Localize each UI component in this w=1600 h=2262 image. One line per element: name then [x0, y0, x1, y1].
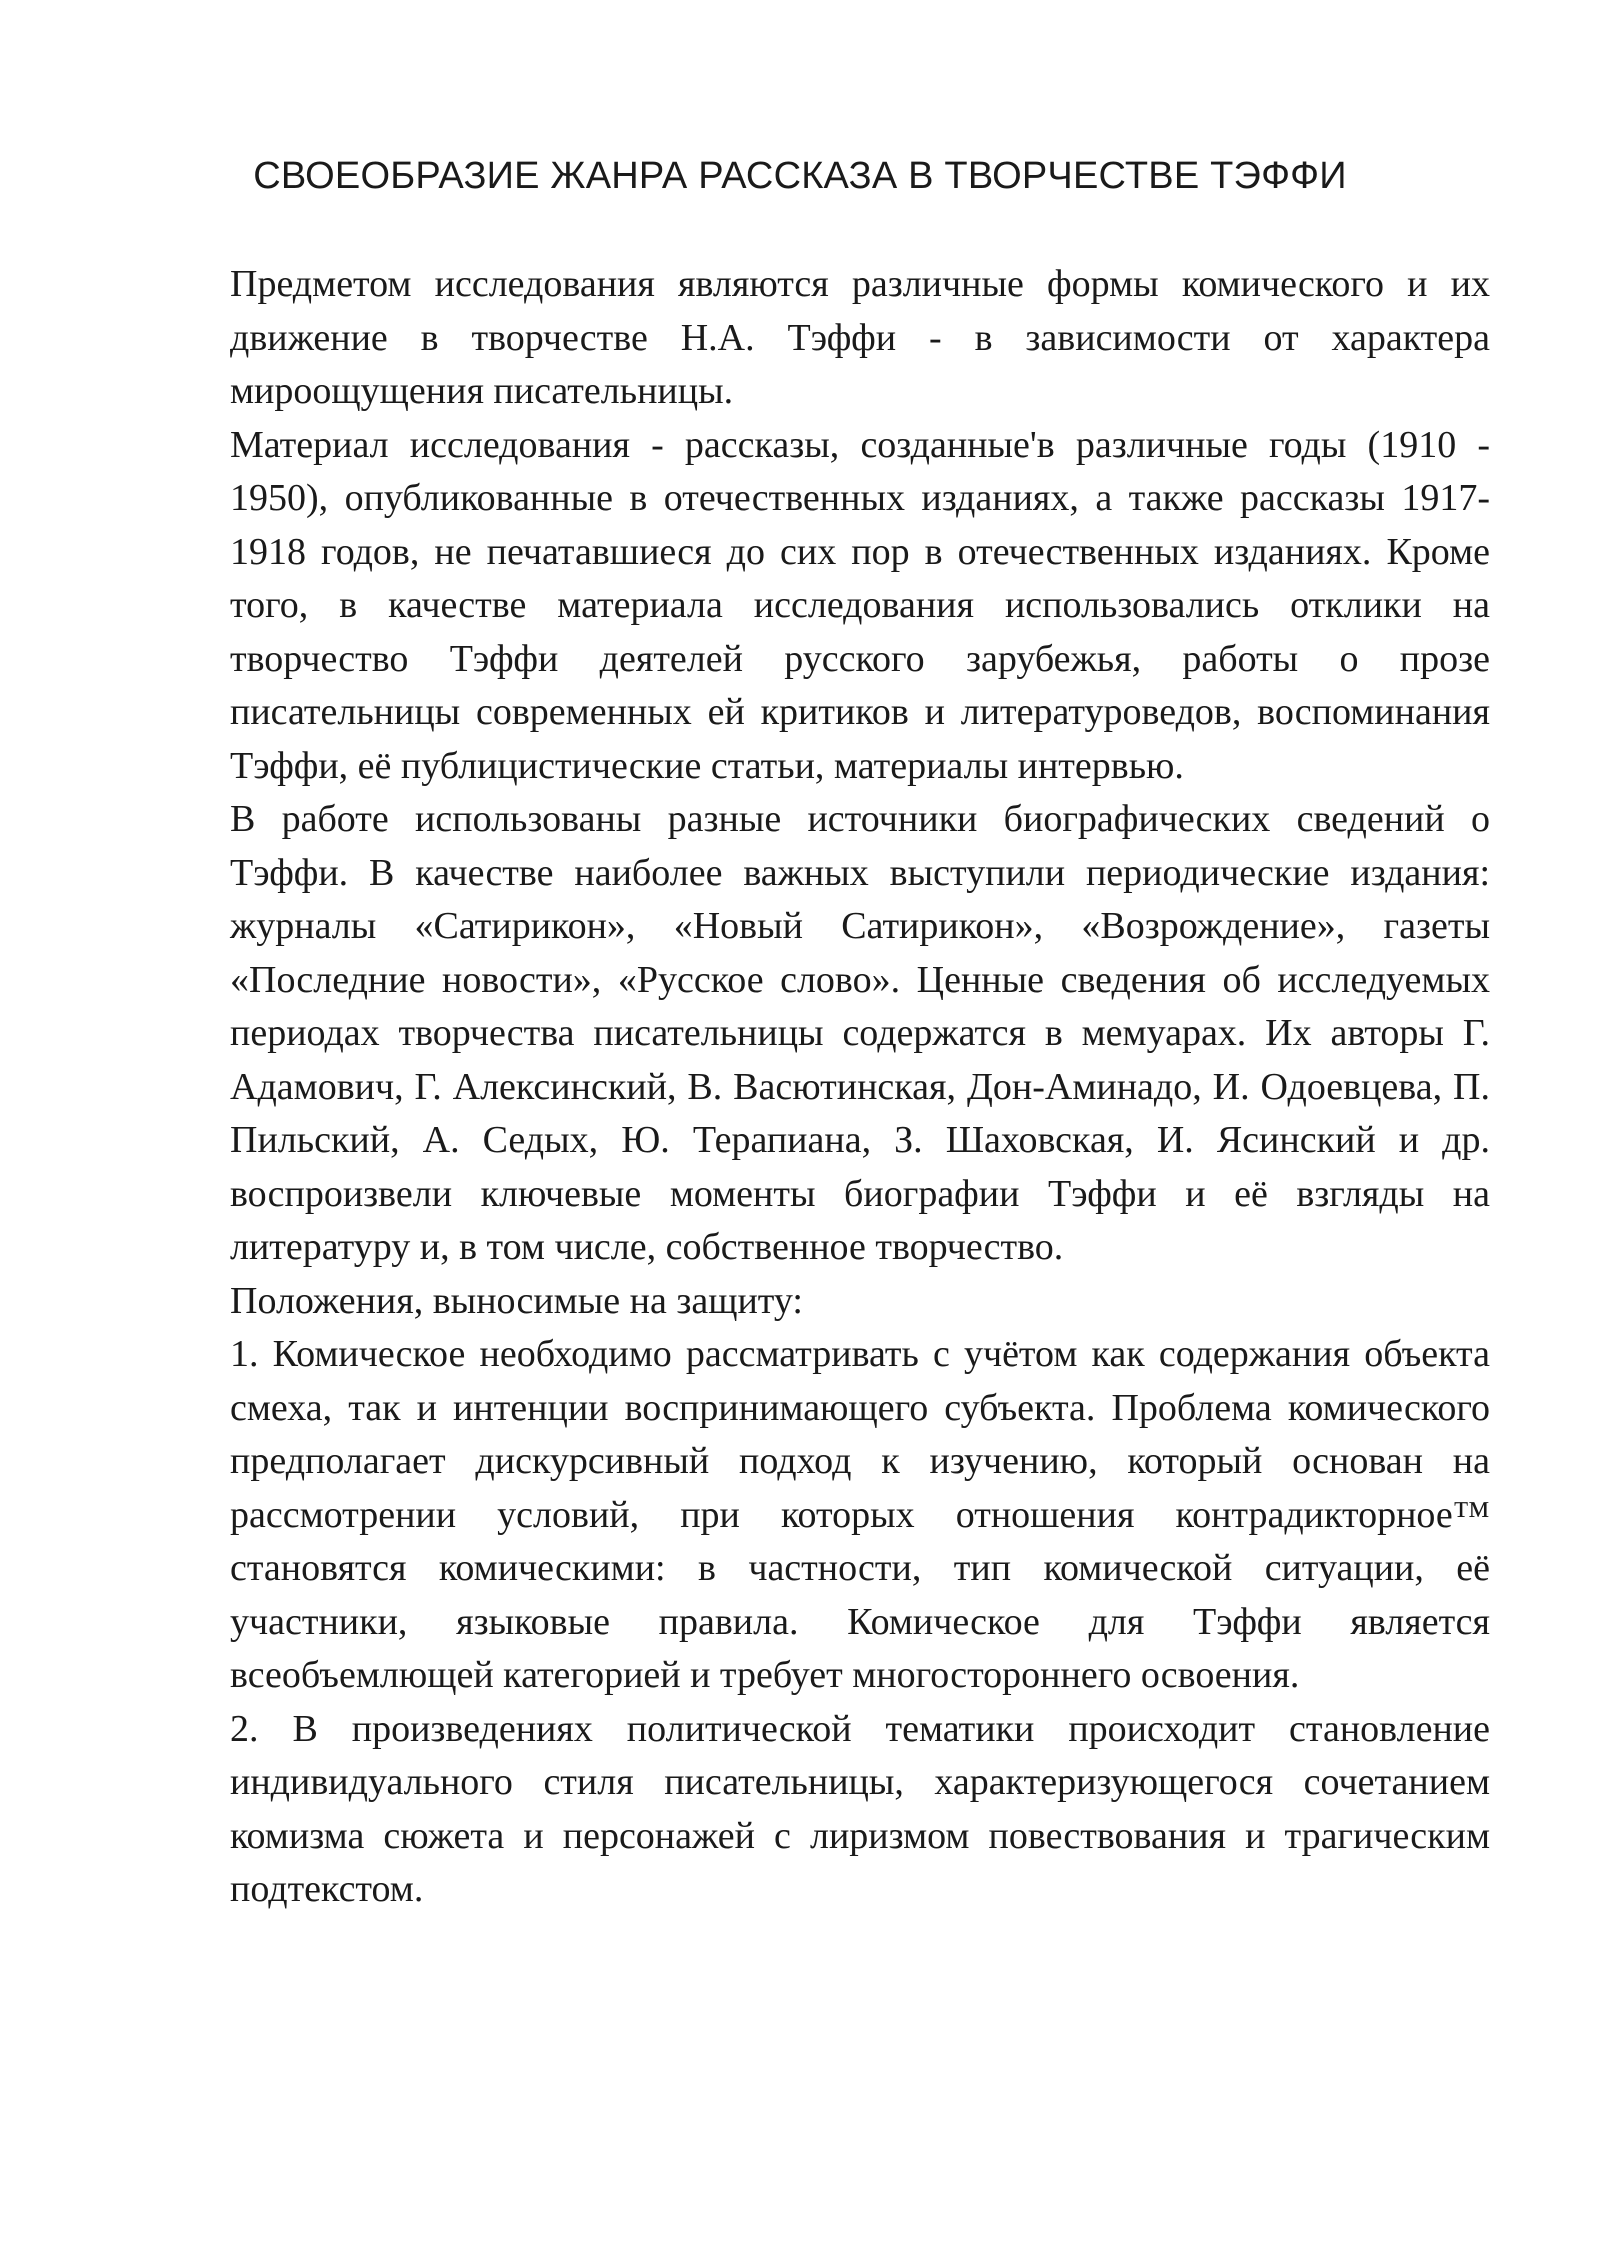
document-body [230, 258, 1490, 1917]
paragraph-theses-heading: Положения, выносимые на защиту: [230, 1279, 803, 1322]
paragraph-subject: Предметом исследования являются различные формы комического и их движение в творчестве Н.А. Тэффи - в зависимости от характера мироощущения писательницы. [230, 263, 1490, 412]
document-title: СВОЕОБРАЗИЕ ЖАНРА РАССКАЗА В ТВОРЧЕСТВЕ ТЭФФИ [253, 155, 1347, 197]
paragraph-sources: В работе использованы разные источники биографических сведений о Тэффи. В качестве наиболее важных выступили периодические издания: журналы «Сатирикон», «Новый Сатирикон», «Возрождение», газеты «Последние новости», «Русское слово». Ценные сведения об исследуемых периодах творчества писательницы содержатся в мемуарах. Их авторы Г. Адамович, Г. Алексинский, В. Васютинская, Дон-Аминадо, И. Одоевцева, П. Пильский, А. Седых, Ю. Терапиана, З. Шаховская, И. Ясинский и др. воспроизвели ключевые моменты биографии Тэффи и её взгляды на литературу и, в том числе, собственное творчество. [230, 798, 1490, 1268]
paragraph-thesis-1: 1. Комическое необходимо рассматривать с учётом как содержания объекта смеха, так и интенции воспринимающего субъекта. Проблема комического предполагает дискурсивный подход к изучению, который основан на рассмотрении условий, при которых отношения контрадикторное™ становятся комическими: в частности, тип комической ситуации, её участники, языковые правила. Комическое для Тэффи является всеобъемлющей категорией и требует многостороннего освоения. [230, 1333, 1490, 1696]
paragraph-material: Материал исследования - рассказы, созданные'в различные годы (1910 - 1950), опубликованные в отечественных изданиях, а также рассказы 1917-1918 годов, не печатавшиеся до сих пор в отечественных изданиях. Кроме того, в качестве материала исследования использовались отклики на творчество Тэффи деятелей русского зарубежья, работы о прозе писательницы современных ей критиков и литературоведов, воспоминания Тэффи, её публицистические статьи, материалы интервью. [230, 423, 1490, 787]
paragraph-thesis-2: 2. В произведениях политической тематики происходит становление индивидуального стиля писательницы, характеризующегося сочетанием комизма сюжета и персонажей с лиризмом повествования и трагическим подтекстом. [230, 1707, 1490, 1910]
